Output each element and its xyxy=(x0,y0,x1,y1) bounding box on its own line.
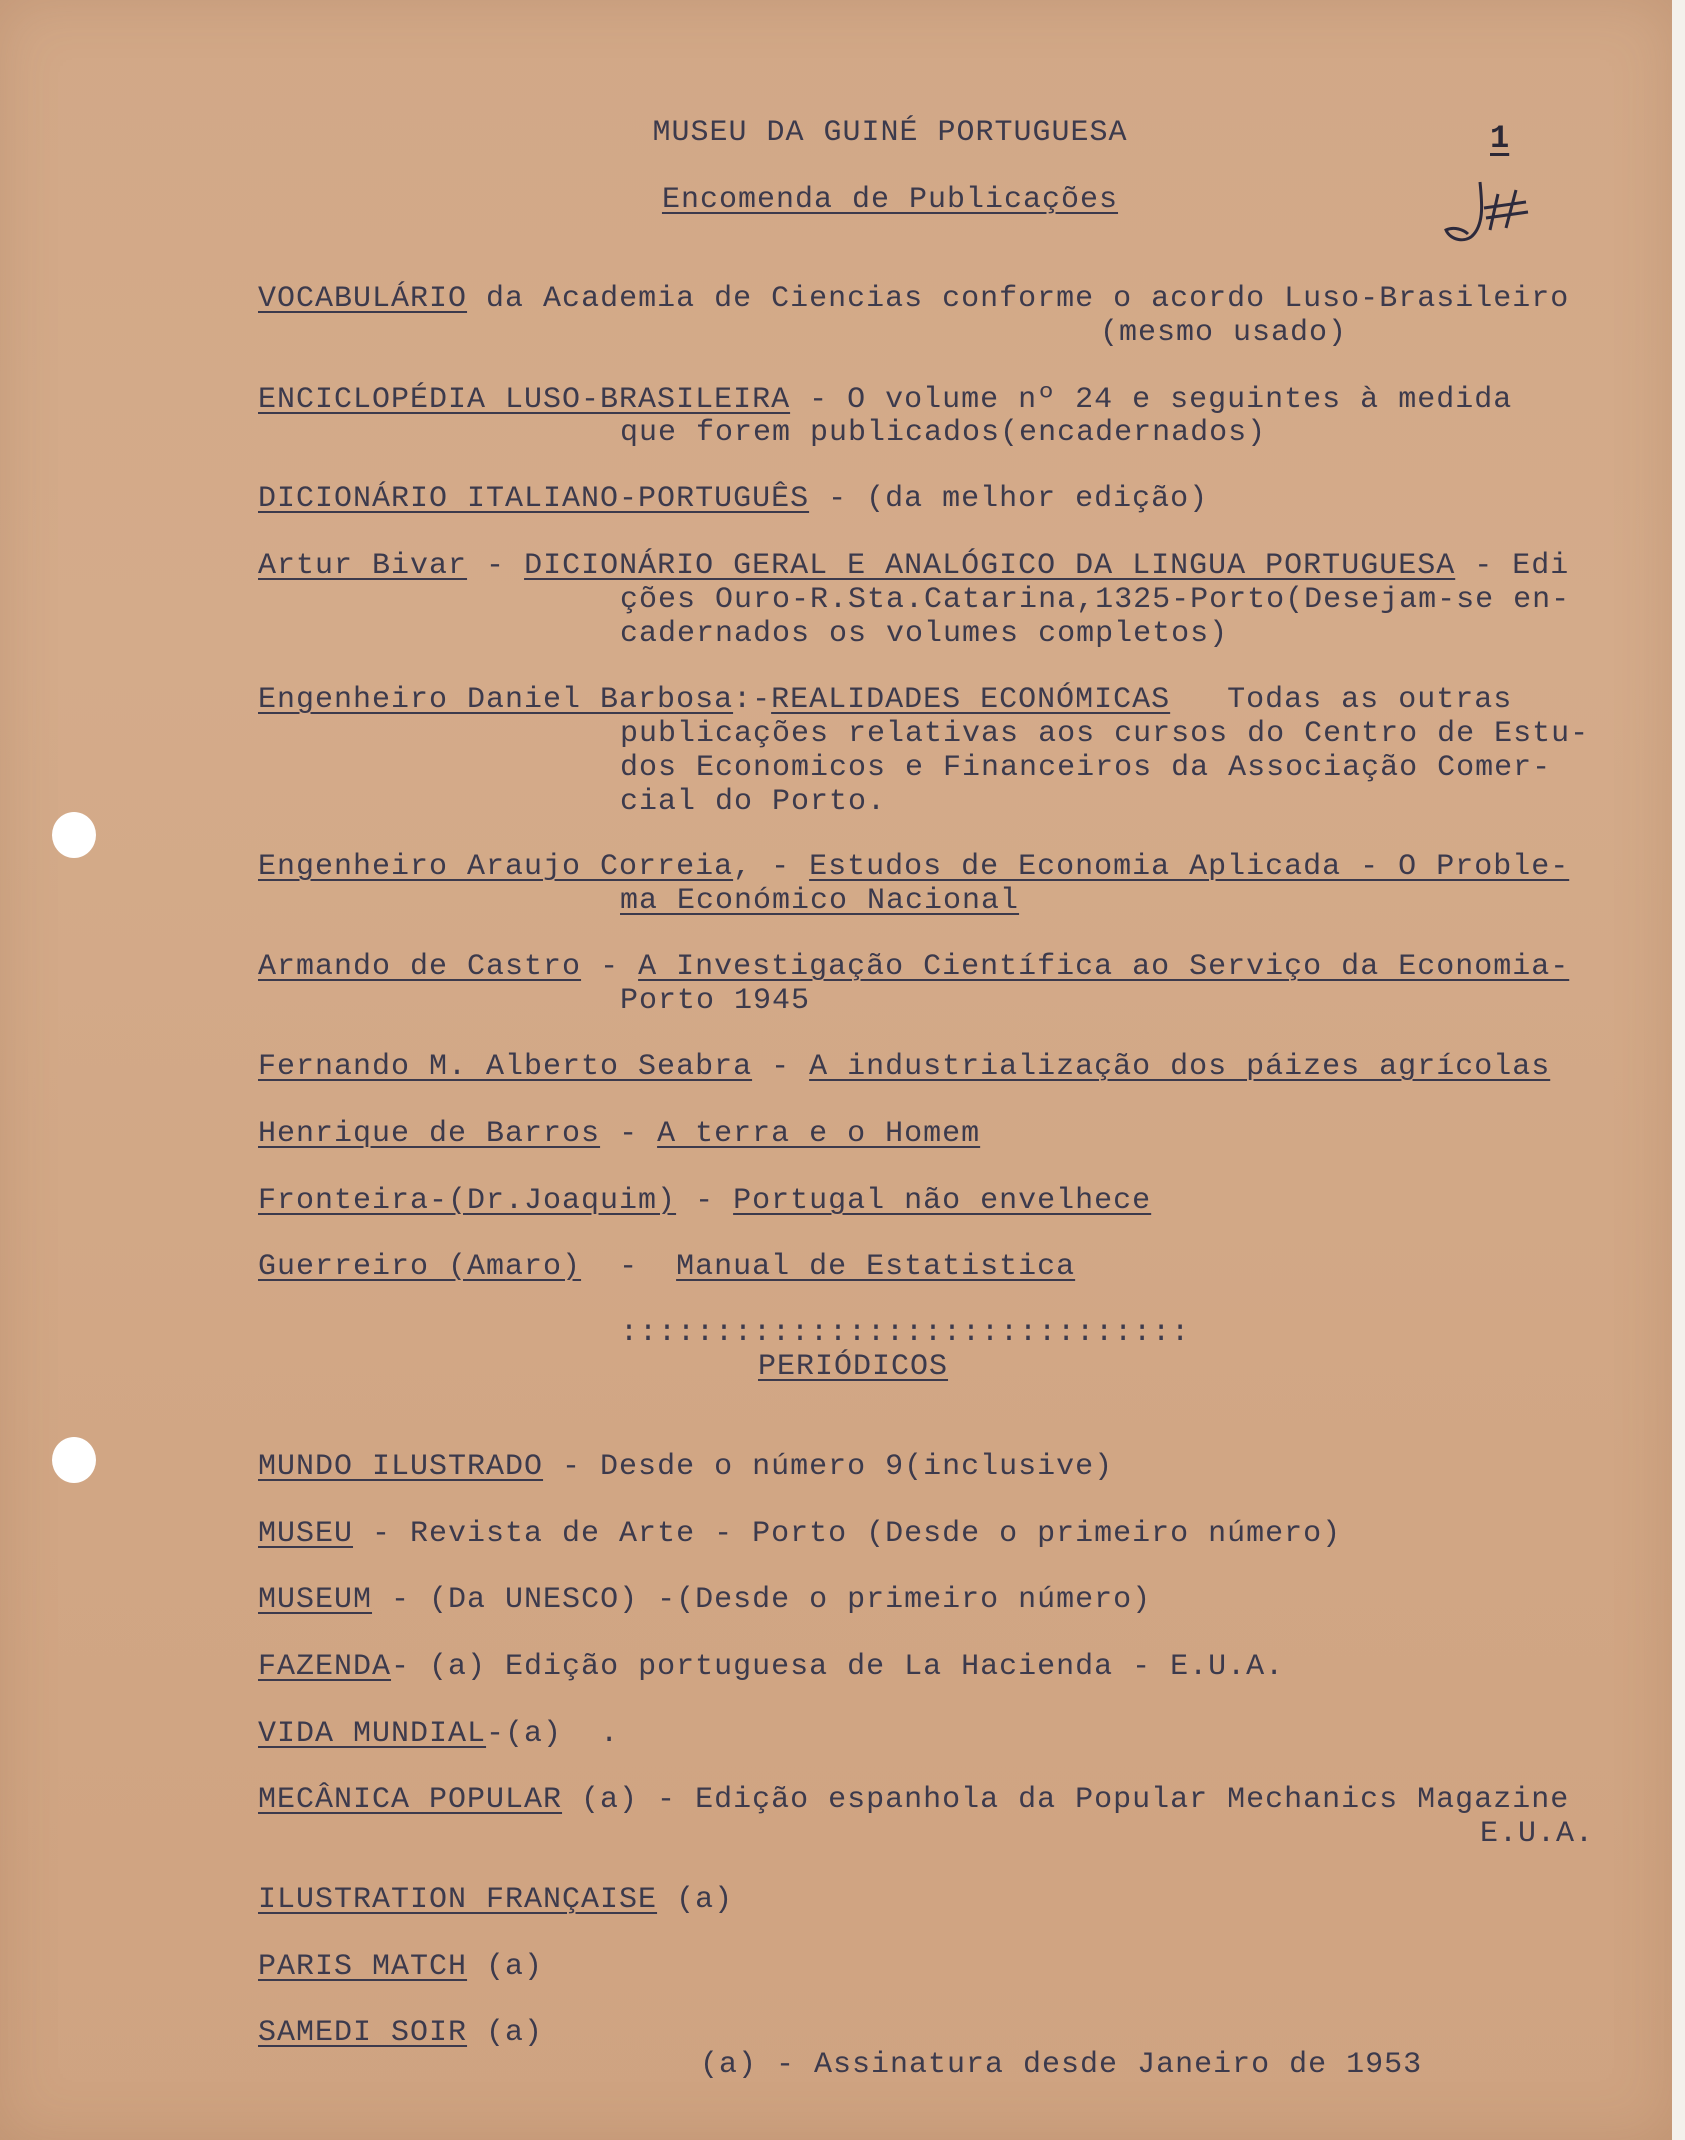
book-title: Portugal não envelhece xyxy=(733,1184,1152,1218)
page-number: 1 xyxy=(1490,120,1510,157)
periodical-title: PARIS MATCH xyxy=(258,1950,468,1984)
periodical-title: FAZENDA xyxy=(258,1650,392,1684)
book-entry-vocabulario: VOCABULÁRIO da Academia de Ciencias conforme o acordo Luso-Brasileiro xyxy=(258,282,1570,316)
book-author: Armando de Castro xyxy=(258,950,582,984)
periodical-entry: PARIS MATCH (a) xyxy=(258,1950,544,1984)
book-note: (mesmo usado) xyxy=(1100,316,1348,350)
book-entry-fronteira: Fronteira-(Dr.Joaquim) - Portugal não envelhece xyxy=(258,1184,1152,1218)
document-subtitle: Encomenda de Publicações xyxy=(661,183,1119,217)
book-entry-dicionario-italiano: DICIONÁRIO ITALIANO-PORTUGUÊS - (da melhor edição) xyxy=(258,482,1209,516)
book-title: REALIDADES ECONÓMICAS xyxy=(771,683,1171,717)
periodical-title: SAMEDI SOIR xyxy=(258,2016,468,2050)
periodicals-heading: PERIÓDICOS xyxy=(758,1350,949,1384)
book-note: cadernados os volumes completos) xyxy=(620,617,1229,651)
periodical-entry: MUNDO ILUSTRADO - Desde o número 9(inclusive) xyxy=(258,1450,1114,1484)
book-title: A industrialização dos páizes agrícolas xyxy=(809,1050,1551,1084)
book-author: Fronteira-(Dr.Joaquim) xyxy=(258,1184,677,1218)
periodical-title: ILUSTRATION FRANÇAISE xyxy=(258,1883,658,1917)
book-note: Porto 1945 xyxy=(620,984,811,1018)
book-entry-castro: Armando de Castro - A Investigação Científica ao Serviço da Economia- xyxy=(258,950,1570,984)
book-title: VOCABULÁRIO xyxy=(258,282,468,316)
periodical-entry: VIDA MUNDIAL-(a) . xyxy=(258,1717,620,1751)
periodical-entry: ILUSTRATION FRANÇAISE (a) xyxy=(258,1883,734,1917)
book-entry-seabra: Fernando M. Alberto Seabra - A industrialização dos páizes agrícolas xyxy=(258,1050,1551,1084)
book-author: Artur Bivar xyxy=(258,549,468,583)
periodical-entry: MUSEU - Revista de Arte - Porto (Desde o primeiro número) xyxy=(258,1517,1342,1551)
book-author: Henrique de Barros xyxy=(258,1117,601,1151)
book-entry-correia: Engenheiro Araujo Correia, - Estudos de Economia Aplicada - O Proble- xyxy=(258,850,1570,884)
document-title: MUSEU DA GUINÉ PORTUGUESA xyxy=(652,116,1128,150)
book-author: Engenheiro Daniel Barbosa xyxy=(258,683,734,717)
punch-hole xyxy=(52,1437,96,1483)
book-title-cont: ma Económico Nacional xyxy=(620,884,1020,918)
book-entry-guerreiro: Guerreiro (Amaro) - Manual de Estatistica xyxy=(258,1250,1076,1284)
book-author: Fernando M. Alberto Seabra xyxy=(258,1050,753,1084)
periodical-entry: MUSEUM - (Da UNESCO) -(Desde o primeiro número) xyxy=(258,1583,1152,1617)
periodical-title: MUSEU xyxy=(258,1517,354,1551)
book-title: Manual de Estatistica xyxy=(676,1250,1076,1284)
page-edge xyxy=(1672,0,1685,2140)
periodical-title: MECÂNICA POPULAR xyxy=(258,1783,563,1817)
periodical-entry: MECÂNICA POPULAR (a) - Edição espanhola da Popular Mechanics Magazine xyxy=(258,1783,1570,1817)
book-author: Guerreiro (Amaro) xyxy=(258,1250,582,1284)
book-note: publicações relativas aos cursos do Centro de Estu- xyxy=(620,717,1590,751)
book-entry-barbosa: Engenheiro Daniel Barbosa:-REALIDADES ECONÓMICAS Todas as outras xyxy=(258,683,1513,717)
book-title: ENCICLOPÉDIA LUSO-BRASILEIRA xyxy=(258,383,791,417)
book-title: Estudos de Economia Aplicada - O Proble- xyxy=(809,850,1570,884)
periodical-note: E.U.A. xyxy=(1480,1817,1595,1851)
handwritten-initials xyxy=(1440,172,1550,252)
section-divider: :::::::::::::::::::::::::::::: xyxy=(620,1316,1191,1350)
footnote: (a) - Assinatura desde Janeiro de 1953 xyxy=(700,2048,1423,2082)
periodical-entry: SAMEDI SOIR (a) xyxy=(258,2016,544,2050)
book-entry-enciclopedia: ENCICLOPÉDIA LUSO-BRASILEIRA - O volume nº 24 e seguintes à medida xyxy=(258,383,1513,417)
periodical-entry: FAZENDA- (a) Edição portuguesa de La Hacienda - E.U.A. xyxy=(258,1650,1285,1684)
book-note: que forem publicados(encadernados) xyxy=(620,416,1267,450)
periodical-title: MUSEUM xyxy=(258,1583,373,1617)
book-note: dos Economicos e Financeiros da Associação Comer- xyxy=(620,751,1552,785)
book-title: DICIONÁRIO ITALIANO-PORTUGUÊS xyxy=(258,482,810,516)
book-title: A Investigação Científica ao Serviço da Economia- xyxy=(638,950,1570,984)
book-note: ções Ouro-R.Sta.Catarina,1325-Porto(Desejam-se en- xyxy=(620,583,1571,617)
book-author: Engenheiro Araujo Correia xyxy=(258,850,734,884)
book-note: cial do Porto. xyxy=(620,785,887,819)
periodical-title: VIDA MUNDIAL xyxy=(258,1717,487,1751)
book-entry-barros: Henrique de Barros - A terra e o Homem xyxy=(258,1117,981,1151)
book-entry-bivar: Artur Bivar - DICIONÁRIO GERAL E ANALÓGICO DA LINGUA PORTUGUESA - Edi xyxy=(258,549,1570,583)
punch-hole xyxy=(52,812,96,858)
book-title: A terra e o Homem xyxy=(657,1117,981,1151)
book-title: DICIONÁRIO GERAL E ANALÓGICO DA LINGUA PORTUGUESA xyxy=(524,549,1456,583)
periodical-title: MUNDO ILUSTRADO xyxy=(258,1450,544,1484)
